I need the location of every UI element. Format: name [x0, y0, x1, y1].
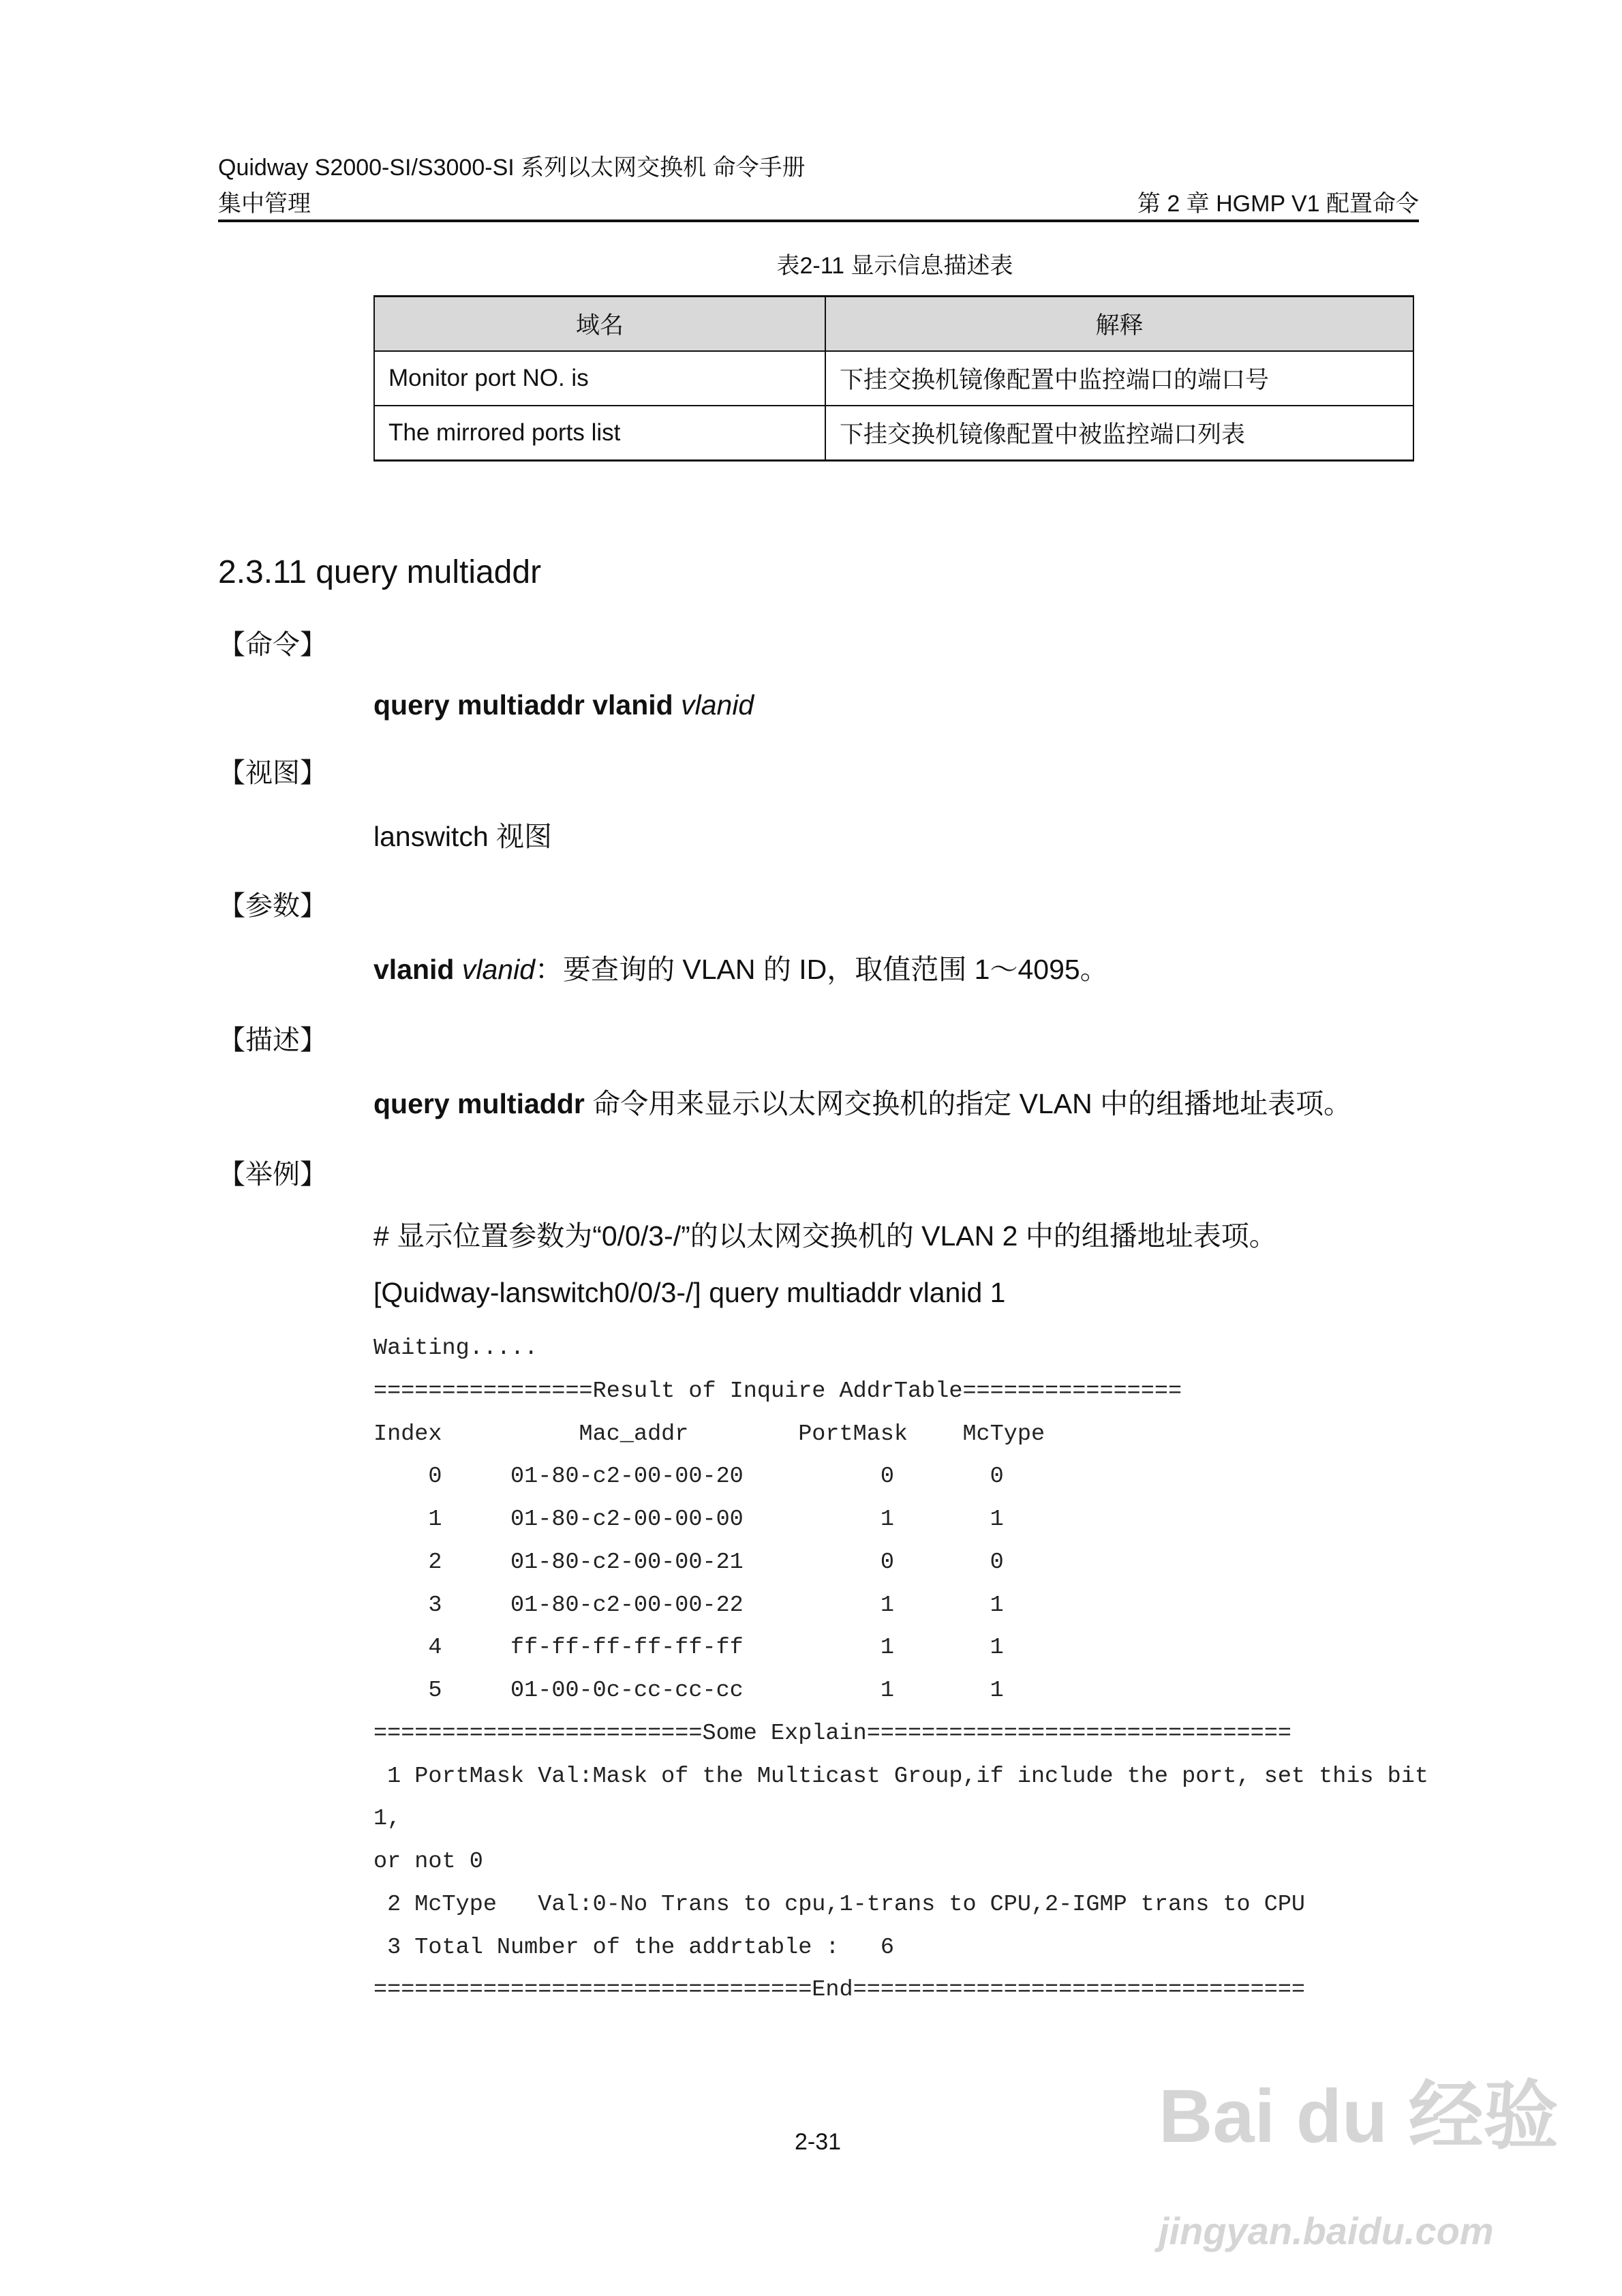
portmask-value: 0	[880, 1464, 894, 1490]
mctype-value: 0	[990, 1464, 1004, 1490]
table-row	[374, 406, 1413, 461]
param-tag: 【参数】	[218, 891, 327, 921]
mac-addr-value: 01-00-0c-cc-cc-cc	[510, 1678, 744, 1704]
mac-addr-value: ff-ff-ff-ff-ff-ff	[510, 1635, 744, 1661]
mctype-value: 1	[990, 1507, 1004, 1532]
mctype-value: 1	[990, 1678, 1004, 1704]
output-header-row	[373, 1421, 1195, 1448]
desc-text	[373, 1087, 1351, 1120]
explain-line: 2 McType Val:0-No Trans to cpu,1-trans to CPU,2-IGMP trans to CPU	[373, 1891, 1306, 1918]
output-row	[373, 1592, 1195, 1619]
portmask-value: 1	[880, 1678, 894, 1704]
table-row	[374, 351, 1413, 406]
portmask-value: 1	[880, 1507, 894, 1532]
desc-description: 命令用来显示以太网交换机的指定 VLAN 中的组播地址表项。	[584, 1088, 1352, 1119]
explain-line: or not 0	[373, 1849, 483, 1875]
portmask-value: 0	[880, 1549, 894, 1575]
output-row	[373, 1549, 1195, 1576]
output-row	[373, 1677, 1195, 1704]
mac-addr-value: 01-80-c2-00-00-22	[510, 1592, 744, 1618]
param-keyword: vlanid	[373, 954, 455, 985]
output-row	[373, 1634, 1195, 1661]
mac-addr-value: 01-80-c2-00-00-20	[510, 1464, 744, 1490]
portmask-value: 1	[880, 1592, 894, 1618]
end-banner: ================================End=================================	[373, 1977, 1306, 2004]
explain-banner: ========================Some Explain===============================	[373, 1720, 1291, 1747]
waiting-line: Waiting.....	[373, 1335, 538, 1361]
example-comment: # 显示位置参数为“0/0/3-/”的以太网交换机的 VLAN 2 中的组播地址表项。	[373, 1220, 1277, 1252]
field-explanation: 下挂交换机镜像配置中被监控端口列表	[825, 406, 1413, 461]
command-syntax	[373, 689, 754, 721]
index-value: 0	[428, 1464, 442, 1490]
index-value: 4	[428, 1635, 442, 1661]
mctype-value: 1	[990, 1635, 1004, 1661]
explain-line: 1,	[373, 1806, 401, 1832]
column-header-explanation: 解释	[825, 297, 1413, 352]
output-row	[373, 1463, 1195, 1490]
mctype-value: 0	[990, 1549, 1004, 1575]
mac-addr-value: 01-80-c2-00-00-00	[510, 1507, 744, 1532]
index-value: 5	[428, 1678, 442, 1704]
example-command: [Quidway-lanswitch0/0/3-/] query multiaddr vlanid 1	[373, 1277, 1006, 1308]
desc-tag: 【描述】	[218, 1025, 327, 1055]
index-value: 2	[428, 1549, 442, 1575]
param-text	[373, 953, 1108, 986]
field-name: Monitor port NO. is	[374, 351, 825, 406]
chapter-title: 第 2 章 HGMP V1 配置命令	[1137, 191, 1419, 217]
field-explanation: 下挂交换机镜像配置中监控端口的端口号	[825, 351, 1413, 406]
section-name: 集中管理	[218, 191, 311, 217]
col-portmask: PortMask	[798, 1421, 908, 1447]
explain-line: 1 PortMask Val:Mask of the Multicast Group,if include the port, set this bit	[373, 1763, 1428, 1789]
index-value: 1	[428, 1507, 442, 1532]
col-index: Index	[373, 1421, 442, 1447]
watermark-url: jingyan.baidu.com	[1159, 2209, 1494, 2252]
command-tag: 【命令】	[218, 630, 327, 660]
output-row	[373, 1506, 1195, 1533]
command-keyword: query multiaddr vlanid	[373, 689, 673, 721]
index-value: 3	[428, 1592, 442, 1618]
description-table	[373, 295, 1414, 462]
mctype-value: 1	[990, 1592, 1004, 1618]
view-tag: 【视图】	[218, 758, 327, 788]
table-header-row	[374, 297, 1413, 352]
param-description: ：要查询的 VLAN 的 ID，取值范围 1～4095。	[535, 954, 1108, 985]
param-argument: vlanid	[461, 954, 536, 985]
command-argument: vlanid	[681, 689, 754, 721]
col-mctype: McType	[962, 1421, 1045, 1447]
table-caption: 表2-11 显示信息描述表	[776, 253, 1013, 279]
example-tag: 【举例】	[218, 1160, 327, 1190]
page-number: 2-31	[794, 2129, 842, 2155]
portmask-value: 1	[880, 1635, 894, 1661]
field-name: The mirrored ports list	[374, 406, 825, 461]
column-header-field: 域名	[374, 297, 825, 352]
manual-title: Quidway S2000-SI/S3000-SI 系列以太网交换机 命令手册	[218, 155, 806, 181]
result-banner: ================Result of Inquire AddrTable================	[373, 1378, 1182, 1404]
header-rule	[218, 220, 1419, 222]
explain-line: 3 Total Number of the addrtable : 6	[373, 1934, 894, 1961]
desc-keyword: query multiaddr	[373, 1088, 585, 1119]
col-mac-addr: Mac_addr	[579, 1421, 689, 1447]
section-heading: 2.3.11 query multiaddr	[218, 554, 542, 590]
mac-addr-value: 01-80-c2-00-00-21	[510, 1549, 744, 1575]
view-text: lanswitch 视图	[373, 821, 553, 852]
watermark-logo: Bai du 经验	[1159, 2074, 1559, 2158]
